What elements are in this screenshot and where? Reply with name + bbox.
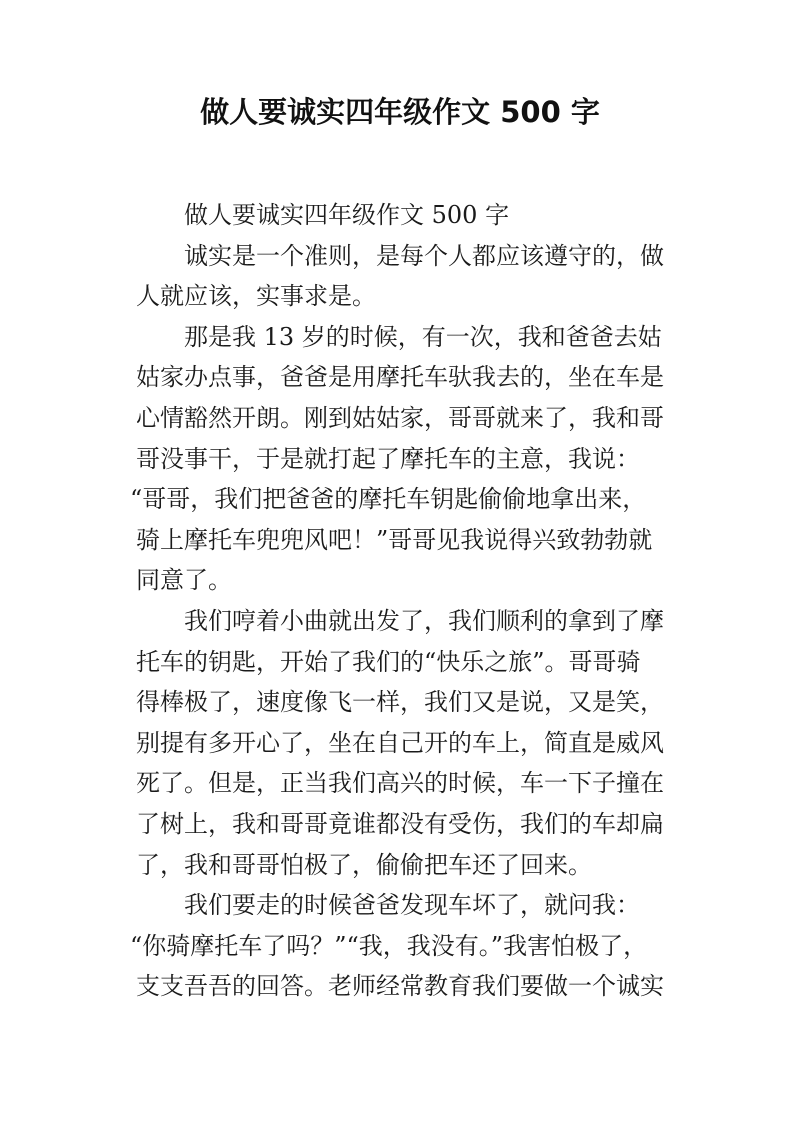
- body-line: 我们哼着小曲就出发了，我们顺利的拿到了摩: [184, 606, 664, 635]
- body-line: 得棒极了，速度像飞一样，我们又是说，又是笑，: [136, 688, 664, 717]
- body-line: 姑家办点事，爸爸是用摩托车驮我去的，坐在车是: [136, 363, 664, 392]
- body-line: 了树上，我和哥哥竟谁都没有受伤，我们的车却扁: [136, 809, 664, 838]
- document-title: 做人要诚实四年级作文 500 字: [200, 95, 600, 129]
- body-line: 诚实是一个准则，是每个人都应该遵守的，做: [184, 241, 664, 270]
- body-line: 做人要诚实四年级作文 500 字: [184, 201, 510, 229]
- body-line: 骑上摩托车兜兜风吧！”哥哥见我说得兴致勃勃就: [136, 525, 653, 554]
- body-line: 了，我和哥哥怕极了，偷偷把车还了回来。: [136, 850, 592, 879]
- body-line: 那是我 13 岁的时候，有一次，我和爸爸去姑: [184, 322, 662, 351]
- body-line: “你骑摩托车了吗？”“我，我没有。”我害怕极了，: [130, 931, 648, 960]
- body-line: 哥没事干，于是就打起了摩托车的主意，我说：: [136, 444, 640, 473]
- body-line: 死了。但是，正当我们高兴的时候，车一下子撞在: [136, 769, 664, 798]
- body-line: 支支吾吾的回答。老师经常教育我们要做一个诚实: [136, 972, 664, 1001]
- document-body: [130, 195, 666, 1007]
- body-line: 人就应该，实事求是。: [136, 282, 376, 311]
- body-line: 同意了。: [136, 566, 232, 595]
- body-line: 托车的钥匙，开始了我们的“快乐之旅”。哥哥骑: [136, 647, 641, 676]
- body-line: 心情豁然开朗。刚到姑姑家，哥哥就来了，我和哥: [136, 403, 664, 432]
- body-line: “哥哥，我们把爸爸的摩托车钥匙偷偷地拿出来，: [130, 485, 647, 514]
- body-line: 我们要走的时候爸爸发现车坏了，就问我：: [184, 891, 640, 920]
- body-line: 别提有多开心了，坐在自己开的车上，简直是威风: [136, 728, 664, 757]
